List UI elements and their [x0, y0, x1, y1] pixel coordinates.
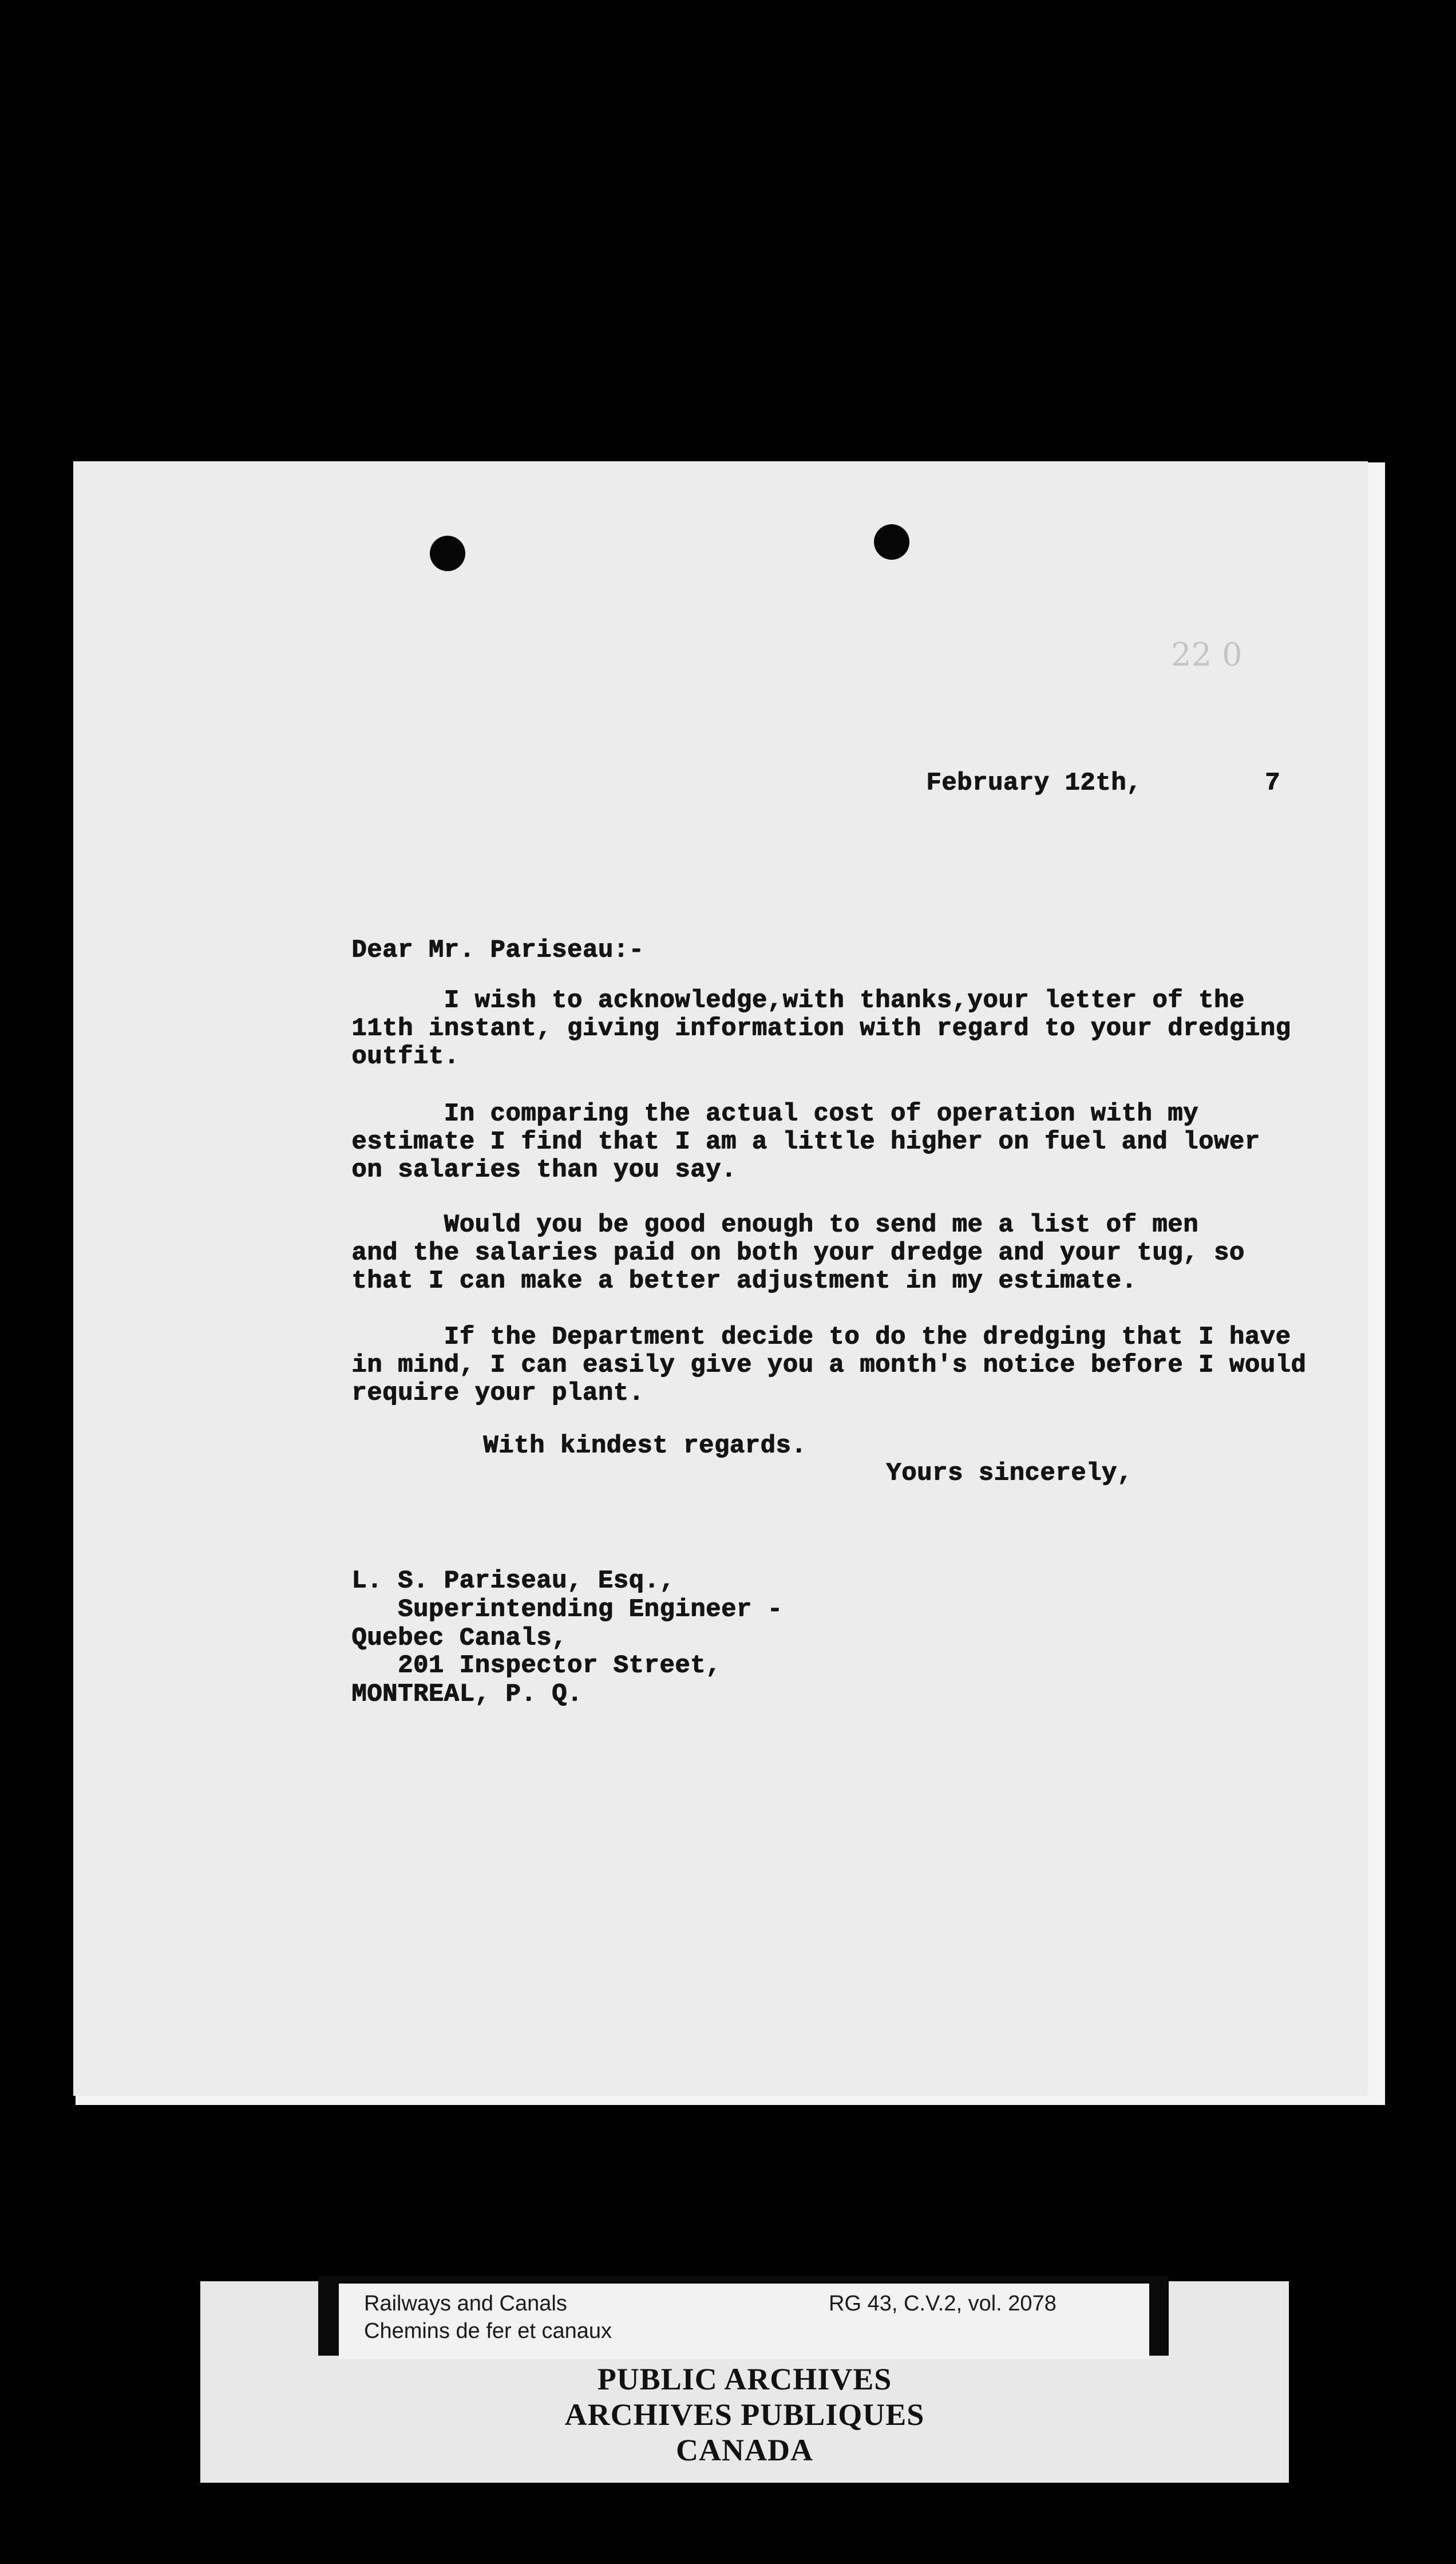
address-line-2: Superintending Engineer -	[351, 1595, 783, 1624]
paragraph-3: Would you be good enough to send me a list of men and the salaries paid on both your dredge and your tug, so that I can make a better adjustment in my estimate.	[351, 1210, 1245, 1295]
paragraph-1: I wish to acknowledge,with thanks,your letter of the 11th instant, giving information with regard to your dredging outfit.	[351, 986, 1291, 1071]
letter-date: February 12th, 7	[926, 769, 1280, 797]
punch-hole-left	[430, 536, 465, 571]
archives-country: CANADA	[676, 2433, 813, 2467]
punch-hole-right	[874, 524, 909, 560]
closing-line: Yours sincerely,	[886, 1459, 1133, 1487]
regards-line: With kindest regards.	[483, 1431, 806, 1460]
fonds-name-fr: Chemins de fer et canaux	[364, 2319, 612, 2343]
address-line-3: Quebec Canals,	[351, 1624, 567, 1652]
archives-title-fr: ARCHIVES PUBLIQUES	[564, 2397, 925, 2432]
paragraph-4: If the Department decide to do the dredging that I have in mind, I can easily give you a month's notice before I would require your plant.	[351, 1323, 1307, 1407]
archive-reference: RG 43, C.V.2, vol. 2078	[829, 2292, 1057, 2316]
salutation: Dear Mr. Pariseau:-	[351, 936, 644, 964]
address-line-1: L. S. Pariseau, Esq.,	[351, 1566, 675, 1595]
fonds-name-en: Railways and Canals	[364, 2292, 567, 2316]
paragraph-2: In comparing the actual cost of operation with my estimate I find that I am a little higher on fuel and lower on salaries than you say.	[351, 1099, 1260, 1184]
address-line-5: MONTREAL, P. Q.	[351, 1680, 583, 1708]
page-number: 22 0	[1171, 636, 1243, 674]
address-line-4: 201 Inspector Street,	[351, 1651, 721, 1680]
archive-reference-box	[339, 2284, 1149, 2359]
archives-title-en: PUBLIC ARCHIVES	[597, 2362, 892, 2396]
